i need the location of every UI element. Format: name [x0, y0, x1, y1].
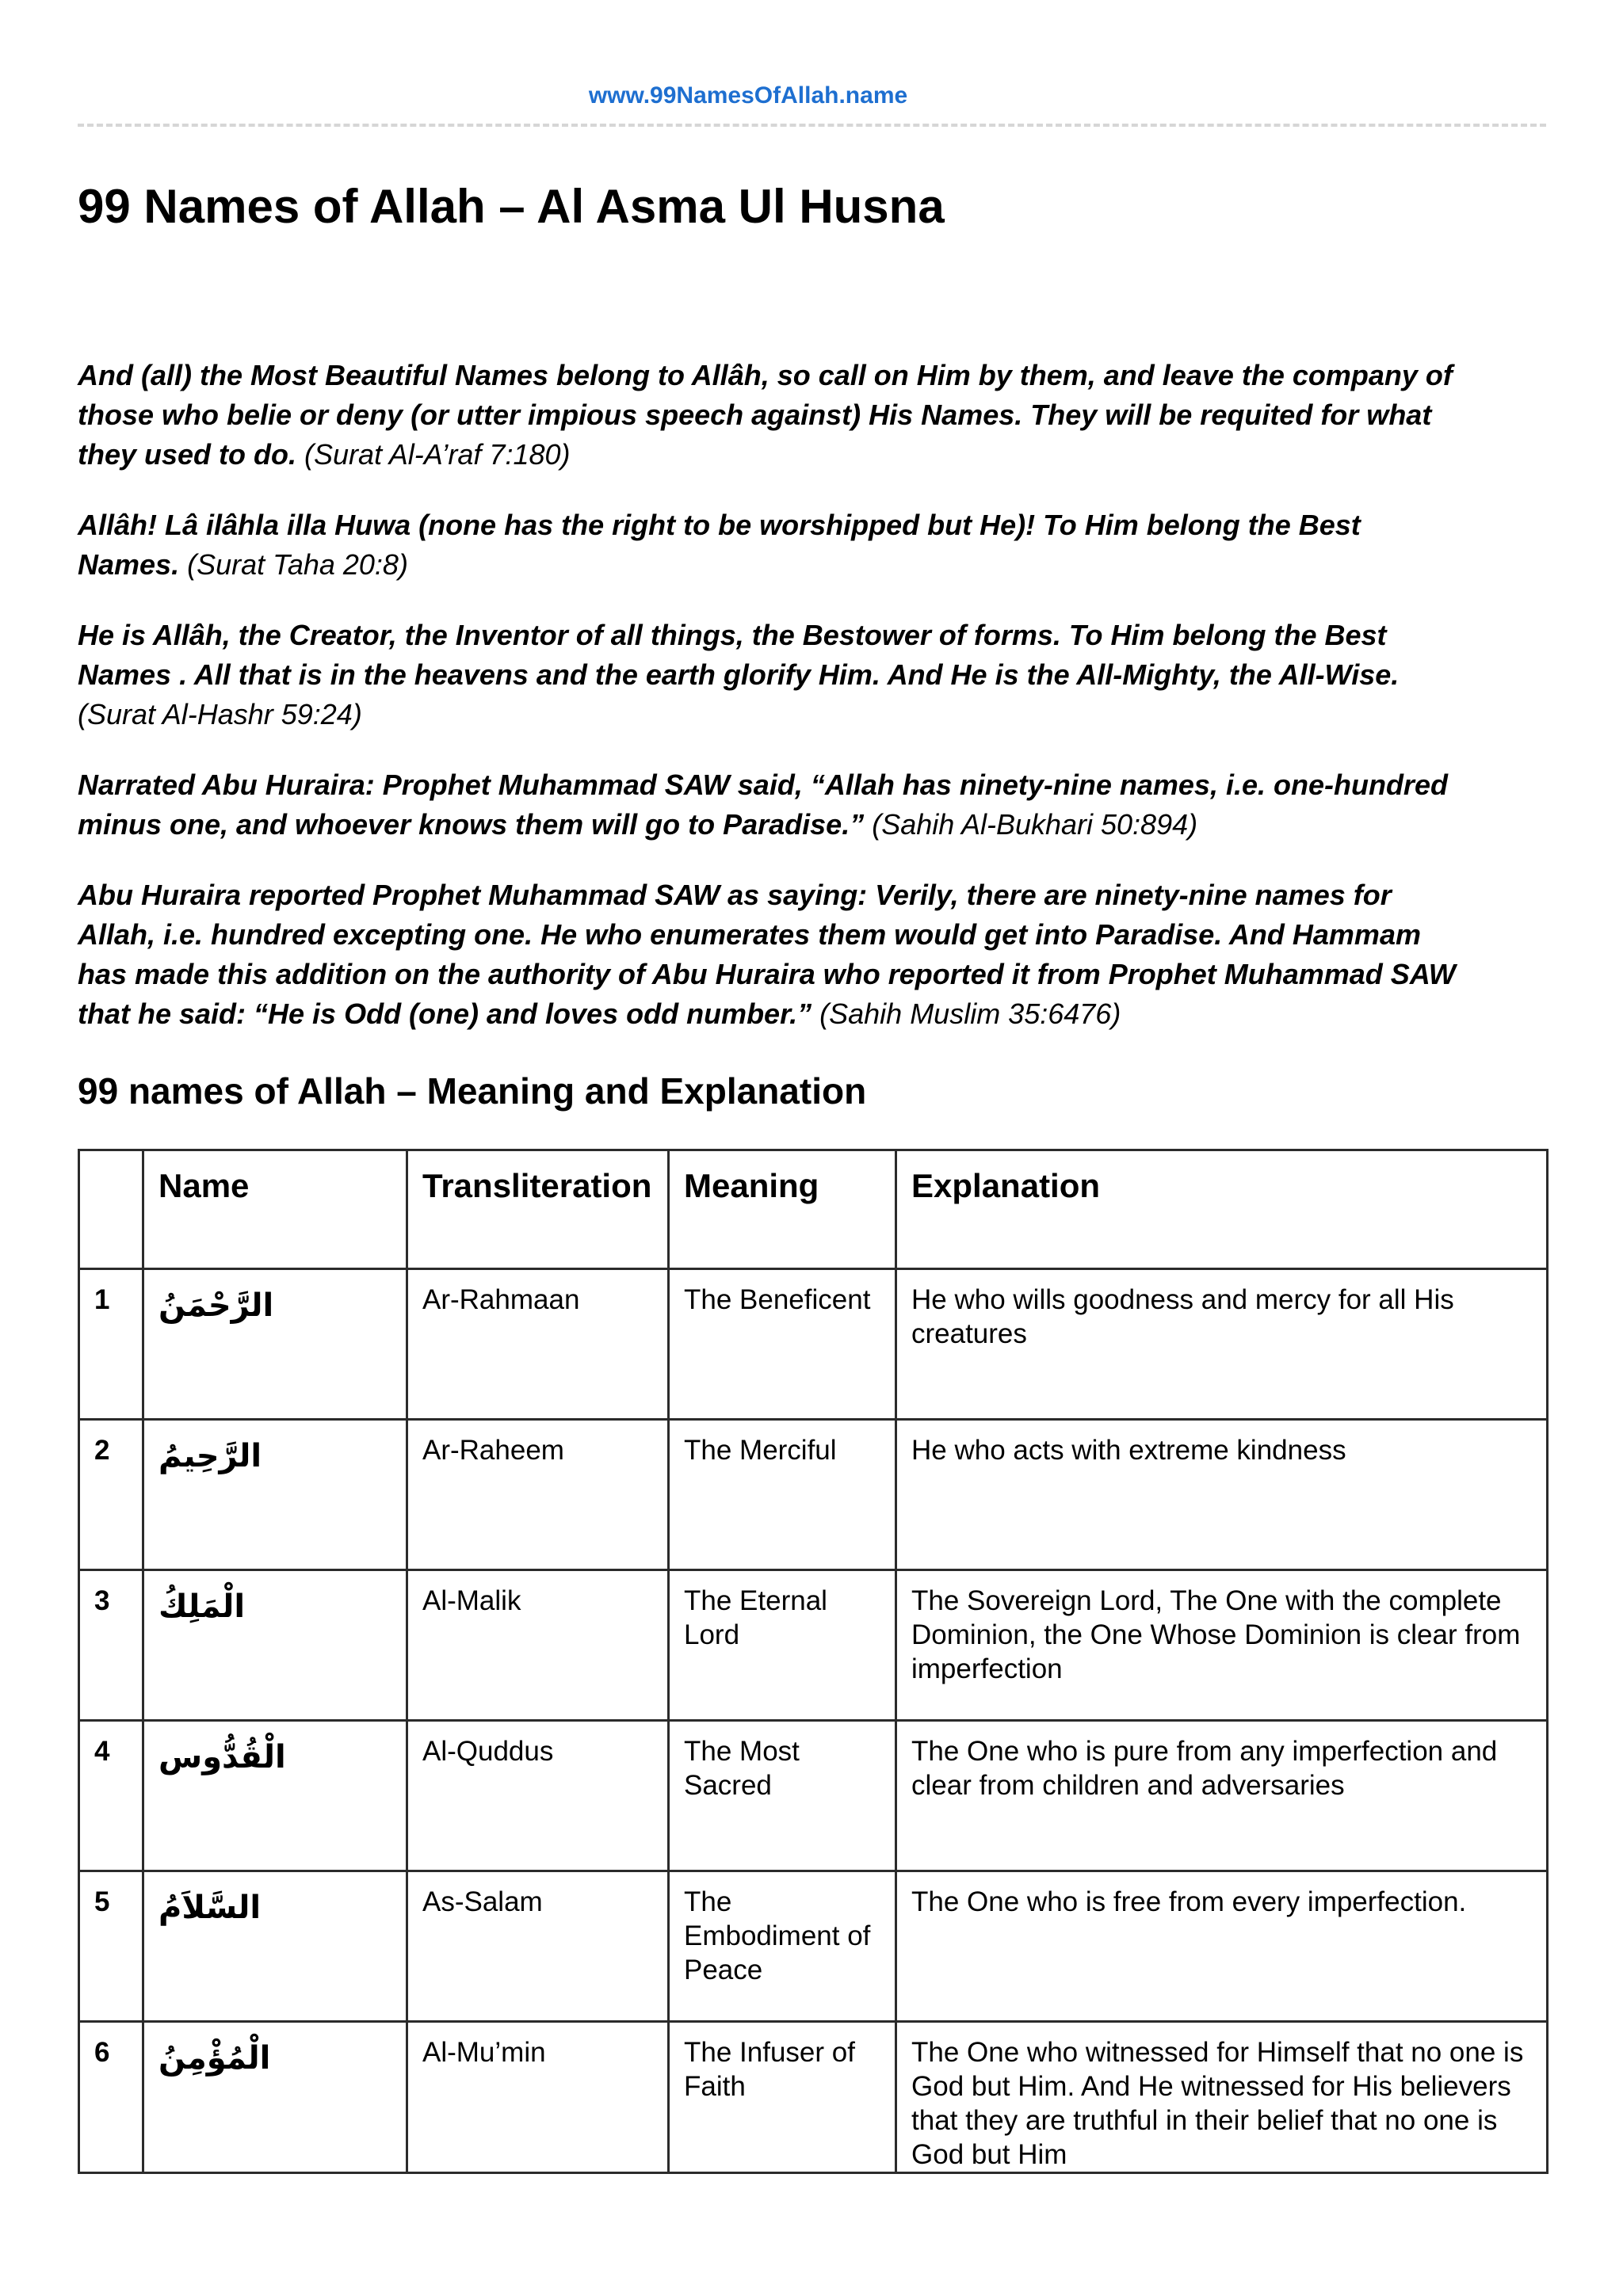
column-header-explanation: Explanation — [896, 1150, 1548, 1269]
names-table — [78, 1149, 1549, 2174]
column-header-meaning: Meaning — [669, 1150, 896, 1269]
table-row — [79, 1269, 1548, 1420]
header-divider — [78, 124, 1546, 127]
explanation-cell: He who acts with extreme kindness — [896, 1420, 1548, 1570]
row-number: 3 — [79, 1570, 143, 1721]
row-number: 5 — [79, 1871, 143, 2022]
table-row — [79, 1570, 1548, 1721]
table-row — [79, 1721, 1548, 1871]
row-number: 2 — [79, 1420, 143, 1570]
transliteration-cell: As-Salam — [407, 1871, 669, 2022]
quote-paragraph — [78, 765, 1457, 845]
quote-paragraph — [78, 356, 1457, 475]
arabic-name: الْمُؤْمِنُ — [158, 2040, 271, 2077]
arabic-name: الْمَلِكُ — [158, 1589, 246, 1625]
row-number: 6 — [79, 2022, 143, 2173]
column-header-number — [79, 1150, 143, 1269]
name-cell — [143, 1269, 407, 1420]
transliteration-cell: Al-Quddus — [407, 1721, 669, 1871]
explanation-cell: The One who is free from every imperfection. — [896, 1871, 1548, 2022]
explanation-cell: The One who witnessed for Himself that no one is God but Him. And He witnessed for His believers that they are truthful in their belief that no one is God but Him — [896, 2022, 1548, 2173]
meaning-cell: The Merciful — [669, 1420, 896, 1570]
name-cell — [143, 1871, 407, 2022]
quote-paragraph — [78, 616, 1457, 734]
quote-paragraph — [78, 875, 1457, 1034]
quote-text: And (all) the Most Beautiful Names belong to Allâh, so call on Him by them, and leave the company of those who belie or deny (or utter impious speech against) His Names. They will be requited for what they used to do. — [78, 359, 1453, 471]
name-cell — [143, 2022, 407, 2173]
quote-source: (Surat Al-A’raf 7:180) — [304, 438, 571, 471]
meaning-cell: The Beneficent — [669, 1269, 896, 1420]
quotes-section — [78, 356, 1457, 1065]
section-title: 99 names of Allah – Meaning and Explanation — [78, 1070, 867, 1112]
quote-text: He is Allâh, the Creator, the Inventor of all things, the Bestower of forms. To Him belong the Best Names . All that is in the heavens and the earth glorify Him. And He is the All-Mighty, the All-Wise. — [78, 619, 1400, 691]
arabic-name: الْقُدُّوس — [158, 1739, 286, 1775]
row-number: 1 — [79, 1269, 143, 1420]
transliteration-cell: Al-Malik — [407, 1570, 669, 1721]
column-header-name: Name — [143, 1150, 407, 1269]
explanation-cell: He who wills goodness and mercy for all His creatures — [896, 1269, 1548, 1420]
row-number: 4 — [79, 1721, 143, 1871]
transliteration-cell: Ar-Rahmaan — [407, 1269, 669, 1420]
transliteration-cell: Al-Mu’min — [407, 2022, 669, 2173]
page-title: 99 Names of Allah – Al Asma Ul Husna — [78, 180, 945, 233]
meaning-cell: The Eternal Lord — [669, 1570, 896, 1721]
name-cell — [143, 1721, 407, 1871]
quote-text: Narrated Abu Huraira: Prophet Muhammad SAW said, “Allah has ninety-nine names, i.e. one-hundred minus one, and whoever knows them will go to Paradise.” — [78, 769, 1448, 841]
quote-source: (Surat Al-Hashr 59:24) — [78, 698, 362, 730]
column-header-transliteration: Transliteration — [407, 1150, 669, 1269]
name-cell — [143, 1420, 407, 1570]
site-url-link[interactable]: www.99NamesOfAllah.name — [588, 82, 908, 109]
meaning-cell: The Most Sacred — [669, 1721, 896, 1871]
table-row — [79, 2022, 1548, 2173]
meaning-cell: The Infuser of Faith — [669, 2022, 896, 2173]
meaning-cell: The Embodiment of Peace — [669, 1871, 896, 2022]
table-row — [79, 1871, 1548, 2022]
table-header-row — [79, 1150, 1548, 1269]
arabic-name: الرَّحْمَنُ — [158, 1287, 274, 1324]
transliteration-cell: Ar-Raheem — [407, 1420, 669, 1570]
quote-paragraph — [78, 505, 1457, 585]
arabic-name: الرَّحِيمُ — [158, 1438, 262, 1474]
quote-source: (Surat Taha 20:8) — [187, 548, 408, 581]
quote-text: Allâh! Lâ ilâhla illa Huwa (none has the right to be worshipped but He)! To Him belong the Best Names. — [78, 509, 1361, 581]
table-row — [79, 1420, 1548, 1570]
quote-text: Abu Huraira reported Prophet Muhammad SAW as saying: Verily, there are ninety-nine names for Allah, i.e. hundred excepting one. He who enumerates them would get into Paradise. And Hammam has made this addition on the authority of Abu Huraira who reported it from Prophet Muhammad SAW that he said: “He is Odd (one) and loves odd number.” — [78, 879, 1456, 1030]
quote-source: (Sahih Muslim 35:6476) — [819, 997, 1121, 1030]
arabic-name: السَّلاَمُ — [158, 1890, 262, 1926]
name-cell — [143, 1570, 407, 1721]
explanation-cell: The One who is pure from any imperfection and clear from children and adversaries — [896, 1721, 1548, 1871]
quote-source: (Sahih Al-Bukhari 50:894) — [872, 808, 1198, 841]
explanation-cell: The Sovereign Lord, The One with the complete Dominion, the One Whose Dominion is clear from imperfection — [896, 1570, 1548, 1721]
